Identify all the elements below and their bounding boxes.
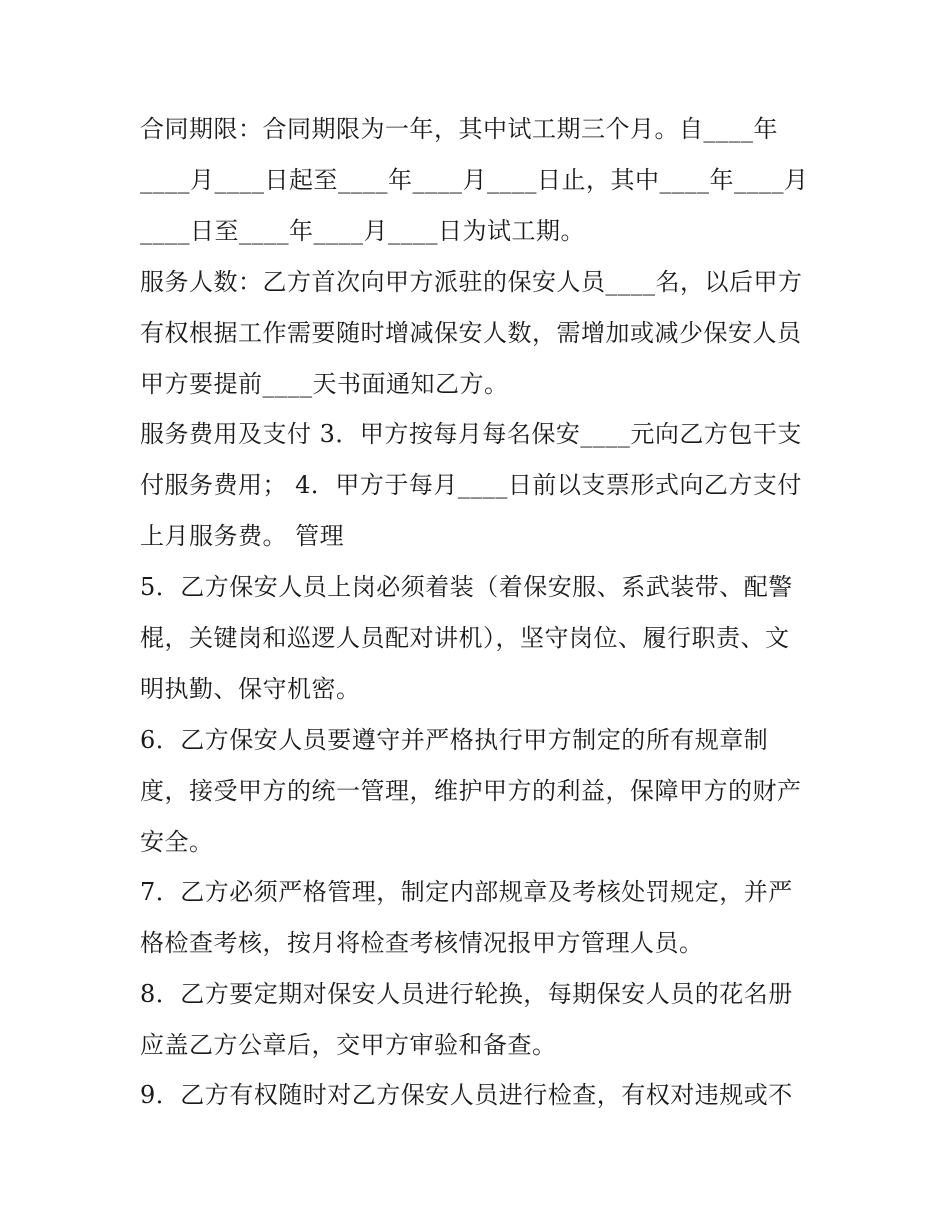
text-line: 棍，关键岗和巡逻人员配对讲机），坚守岗位、履行职责、文 <box>140 624 790 652</box>
text-line: 7．乙方必须严格管理，制定内部规章及考核处罚规定，并严 <box>140 878 793 906</box>
text-line: 上月服务费。 管理 <box>140 522 345 550</box>
paragraph-service-fees <box>140 409 830 562</box>
paragraph-clause-5 <box>140 562 830 715</box>
paragraph-contract-term <box>140 104 830 257</box>
text-line: 6．乙方保安人员要遵守并严格执行甲方制定的所有规章制 <box>140 726 769 754</box>
text-line: 8．乙方要定期对保安人员进行轮换，每期保安人员的花名册 <box>140 980 793 1008</box>
paragraph-clause-7 <box>140 867 830 969</box>
text-line: 合同期限：合同期限为一年，其中试工期三个月。自____年 <box>140 115 778 143</box>
text-line: 有权根据工作需要随时增减保安人数，需增加或减少保安人员 <box>140 319 802 347</box>
text-line: 5．乙方保安人员上岗必须着装（着保安服、系武装带、配警 <box>140 573 793 601</box>
text-line: ____月____日起至____年____月____日止，其中____年____月 <box>140 166 809 194</box>
text-line: 安全。 <box>140 828 214 856</box>
text-line: 应盖乙方公章后，交甲方审验和备查。 <box>140 1031 557 1059</box>
text-line: 服务费用及支付 3．甲方按每月每名保安____元向乙方包干支 <box>140 420 802 448</box>
paragraph-clause-8 <box>140 969 830 1071</box>
paragraph-service-headcount <box>140 257 830 410</box>
text-line: 格检查考核，按月将检查考核情况报甲方管理人员。 <box>140 929 704 957</box>
paragraph-clause-6 <box>140 715 830 868</box>
paragraph-clause-9 <box>140 1070 830 1121</box>
text-line: 明执勤、保守机密。 <box>140 675 361 703</box>
text-line: 度，接受甲方的统一管理，维护甲方的利益，保障甲方的财产 <box>140 777 802 805</box>
text-line: 9．乙方有权随时对乙方保安人员进行检查，有权对违规或不 <box>140 1081 793 1109</box>
text-line: 付服务费用； 4．甲方于每月____日前以支票形式向乙方支付 <box>140 471 802 499</box>
text-line: 服务人数：乙方首次向甲方派驻的保安人员____名，以后甲方 <box>140 268 803 296</box>
text-line: ____日至____年____月____日为试工期。 <box>140 217 585 245</box>
text-line: 甲方要提前____天书面通知乙方。 <box>140 370 509 398</box>
